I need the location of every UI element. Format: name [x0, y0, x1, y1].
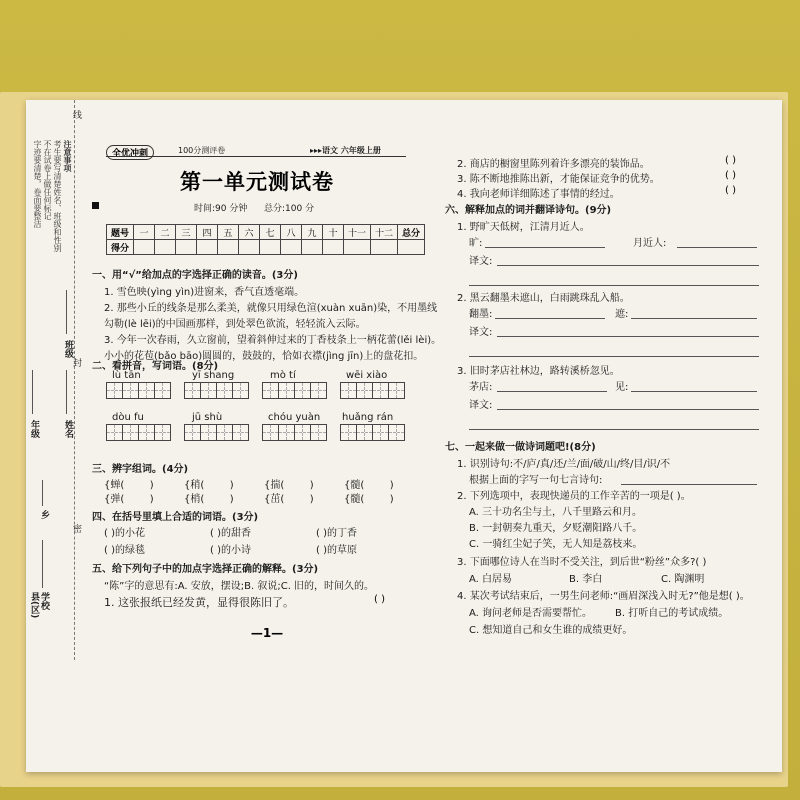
field-school-label: 学校	[39, 592, 49, 610]
q7-title: 七、一起来做一做诗词题吧!(8分)	[445, 442, 596, 453]
q4-blank[interactable]: ( )的甜香	[210, 528, 251, 539]
q2-pinyin: yī shang	[192, 370, 235, 381]
score-cell[interactable]	[260, 240, 281, 255]
series-label: 100分测评卷	[178, 146, 226, 155]
note-3: 字迹要清楚，卷面要整洁	[33, 140, 42, 228]
answer-line[interactable]	[497, 264, 759, 266]
q5-title: 五、给下列句子中的加点字选择正确的解释。(3分)	[92, 564, 319, 575]
q6-word-label: 茅店:	[469, 382, 493, 393]
score-col: 十	[323, 225, 344, 240]
score-col: 十二	[371, 225, 398, 240]
writing-grid[interactable]	[340, 382, 404, 399]
q1-item-1: 1. 雪色映(yìng yìn)进窗来，香气直透毫端。	[104, 287, 305, 298]
black-square-mark	[92, 202, 99, 209]
q5-item-2: 2. 商店的橱窗里陈列着许多漂亮的装饰品。	[457, 159, 650, 170]
q7-option: C. 一骑红尘妃子笑，无人知是荔枝来。	[469, 539, 643, 550]
answer-line[interactable]	[497, 408, 759, 410]
q3-pair: {稍( )	[184, 480, 234, 491]
writing-grid[interactable]	[184, 382, 248, 399]
score-cell[interactable]	[281, 240, 302, 255]
score-cell[interactable]	[344, 240, 371, 255]
q3-pair: {蝉( )	[104, 480, 154, 491]
q6-poem-3: 3. 旧时茅店社林边，路转溪桥忽见。	[457, 366, 620, 377]
score-col: 七	[260, 225, 281, 240]
q7-item-3: 3. 下面哪位诗人在当时不受关注，到后世“粉丝”众多?( )	[457, 557, 707, 568]
note-2: 不在试卷上做任何标记	[43, 140, 52, 220]
q2-pinyin: huǎng rán	[342, 412, 394, 423]
seal-char-feng: 封	[71, 358, 81, 367]
q3-title: 三、辨字组词。(4分)	[92, 464, 189, 475]
brand-name: 全优冲刺	[112, 149, 149, 159]
writing-grid[interactable]	[262, 424, 326, 441]
q7-option: C. 陶渊明	[661, 574, 705, 585]
translate-label: 译文:	[469, 256, 493, 267]
field-class-line[interactable]	[66, 290, 68, 334]
score-col: 六	[239, 225, 260, 240]
binding-margin	[26, 100, 92, 772]
q2-pinyin: jū shù	[192, 412, 223, 423]
score-col-label: 题号	[107, 225, 134, 240]
field-township-line[interactable]	[42, 480, 44, 506]
score-col: 三	[176, 225, 197, 240]
field-grade-line[interactable]	[32, 370, 34, 414]
score-cell[interactable]	[176, 240, 197, 255]
left-column	[92, 100, 442, 772]
q6-word-label: 旷:	[469, 238, 483, 249]
answer-line[interactable]	[621, 483, 757, 485]
score-col: 十一	[344, 225, 371, 240]
exam-title: 第一单元测试卷	[180, 169, 334, 194]
score-cell[interactable]	[323, 240, 344, 255]
answer-line[interactable]	[495, 317, 605, 319]
answer-paren[interactable]: ( )	[725, 185, 736, 196]
q2-pinyin: wēi xiào	[346, 370, 388, 381]
header-rule	[106, 156, 406, 157]
q4-blank[interactable]: ( )的草原	[316, 545, 357, 556]
q1-title: 一、用“√”给加点的字选择正确的读音。(3分)	[92, 270, 298, 281]
answer-paren[interactable]: ( )	[725, 170, 736, 181]
score-cell[interactable]	[398, 240, 425, 255]
q1-item-3: 3. 今年一次春雨，久立窗前，望着斜伸过来的丁香枝条上一柄花蕾(lěi lèi)。	[104, 335, 442, 346]
q1-item-3-cont: 小小的花苞(bǎo bāo)圆圆的，鼓鼓的，恰如衣襟(jìng jīn)上的盘花扣。	[104, 351, 424, 362]
score-cell[interactable]	[197, 240, 218, 255]
q6-title: 六、解释加点的词并翻译诗句。(9分)	[445, 205, 612, 216]
seal-char-mi: 密	[71, 524, 81, 533]
q4-blank[interactable]: ( )的小花	[104, 528, 145, 539]
q7-option: B. 一封朝奏九重天，夕贬潮阳路八千。	[469, 523, 643, 534]
q7-option: C. 想知道自己和女生谁的成绩更好。	[469, 625, 633, 636]
q7-option: A. 三十功名尘与土，八千里路云和月。	[469, 507, 643, 518]
right-column	[445, 100, 775, 772]
q7-item-4: 4. 某次考试结束后，一男生问老师:“画眉深浅入时无?”他是想( )。	[457, 591, 750, 602]
score-col: 五	[218, 225, 239, 240]
q4-blank[interactable]: ( )的小诗	[210, 545, 251, 556]
writing-grid[interactable]	[340, 424, 404, 441]
field-township-label: 乡	[39, 510, 49, 519]
field-class-label: 班级	[63, 340, 73, 358]
q1-item-2-cont: 勾勒(lè lēi)的中国画那样，到处翠色欲流，轻轻流入云际。	[104, 319, 366, 330]
q5-definition: “陈”字的意思有:A. 安放，摆设;B. 叙说;C. 旧的，时间久的。	[104, 581, 375, 592]
q5-item-1: 1. 这张报纸已经发黄，显得很陈旧了。	[104, 596, 294, 609]
answer-line[interactable]	[469, 428, 759, 430]
q7-item-2: 2. 下列选项中，表现快递员的工作辛苦的一项是( )。	[457, 491, 691, 502]
q2-pinyin: mò tí	[270, 370, 296, 381]
q7-item-1b: 根据上面的字写一句七言诗句:	[469, 475, 603, 486]
score-table-header	[107, 225, 425, 240]
score-cell[interactable]	[155, 240, 176, 255]
field-name-line[interactable]	[66, 370, 68, 414]
writing-grid[interactable]	[106, 424, 170, 441]
score-cell[interactable]	[134, 240, 155, 255]
q3-pair: {弹( )	[104, 494, 154, 505]
q4-title: 四、在括号里填上合适的词语。(3分)	[92, 512, 259, 523]
score-col: 一	[134, 225, 155, 240]
translate-label: 译文:	[469, 400, 493, 411]
q4-blank[interactable]: ( )的丁香	[316, 528, 357, 539]
q2-pinyin: dòu fu	[112, 412, 144, 423]
answer-line[interactable]	[677, 246, 757, 248]
score-cell[interactable]	[302, 240, 323, 255]
q2-title: 二、看拼音，写词语。(8分)	[92, 361, 219, 372]
answer-line[interactable]	[497, 390, 607, 392]
q5-item-3: 3. 陈不断地推陈出新，才能保证竞争的优势。	[457, 174, 660, 185]
q6-poem-1: 1. 野旷天低树，江清月近人。	[457, 222, 590, 233]
answer-line[interactable]	[469, 355, 759, 357]
answer-line[interactable]	[497, 335, 759, 337]
cut-line	[74, 100, 76, 660]
answer-line[interactable]	[631, 317, 757, 319]
q6-word-label: 翻墨:	[469, 309, 493, 320]
q6-word-label: 遮:	[615, 309, 629, 320]
field-grade-label: 年级	[29, 420, 39, 438]
subject-grade: ▸▸▸语文 六年级上册	[310, 146, 381, 155]
score-cell[interactable]	[239, 240, 260, 255]
notes-heading: 注意事项	[63, 140, 72, 172]
field-school-line[interactable]	[42, 540, 44, 588]
q7-item-1: 1. 识别诗句:不/庐/真/还/兰/面/破/山/终/目/识/不	[457, 459, 671, 470]
score-row-label: 得分	[107, 240, 134, 255]
field-county-label: 县(区)	[29, 592, 39, 619]
writing-grid[interactable]	[106, 382, 170, 399]
page-number: —1—	[250, 626, 284, 640]
answer-line[interactable]	[631, 390, 757, 392]
answer-paren[interactable]: ( )	[374, 594, 385, 605]
q3-pair: {梢( )	[184, 494, 234, 505]
score-col: 二	[155, 225, 176, 240]
q3-pair: {髓( )	[344, 494, 394, 505]
answer-paren[interactable]: ( )	[725, 155, 736, 166]
brand-badge	[106, 145, 154, 160]
q3-pair: {茁( )	[264, 494, 314, 505]
answer-line[interactable]	[485, 246, 605, 248]
note-1: 考生要写清楚姓名、班级和性别	[53, 140, 62, 252]
q7-option: B. 李白	[569, 574, 603, 585]
q3-pair: {揣( )	[264, 480, 314, 491]
q6-word-label: 见:	[615, 382, 629, 393]
score-table-row	[107, 240, 425, 255]
score-cell[interactable]	[371, 240, 398, 255]
q7-option: B. 打听自己的考试成绩。	[615, 608, 729, 619]
translate-label: 译文:	[469, 327, 493, 338]
q6-word-label: 月近人:	[633, 238, 667, 249]
q3-pair: {髓( )	[344, 480, 394, 491]
score-col: 四	[197, 225, 218, 240]
score-table	[106, 224, 425, 255]
exam-total: 总分:100 分	[264, 204, 315, 214]
q1-item-2: 2. 那些小丘的线条是那么柔美，就像只用绿色渲(xuàn xuān)染，不用墨线	[104, 303, 438, 314]
q6-poem-2: 2. 黑云翻墨未遮山，白雨跳珠乱入船。	[457, 293, 630, 304]
seal-char-xian: 线	[71, 110, 81, 119]
score-col: 八	[281, 225, 302, 240]
writing-grid[interactable]	[184, 424, 248, 441]
score-cell[interactable]	[218, 240, 239, 255]
exam-time: 时间:90 分钟	[194, 204, 248, 214]
field-name-label: 姓名	[63, 420, 73, 438]
q7-option: A. 白居易	[469, 574, 513, 585]
answer-line[interactable]	[469, 284, 759, 286]
writing-grid[interactable]	[262, 382, 326, 399]
q4-blank[interactable]: ( )的绿毯	[104, 545, 145, 556]
q2-pinyin: chóu yuàn	[268, 412, 321, 423]
score-col-total: 总分	[398, 225, 425, 240]
q5-item-4: 4. 我向老师详细陈述了事情的经过。	[457, 189, 620, 200]
q2-pinyin: lù tān	[112, 370, 141, 381]
q7-option: A. 询问老师是否需要帮忙。	[469, 608, 593, 619]
score-col: 九	[302, 225, 323, 240]
